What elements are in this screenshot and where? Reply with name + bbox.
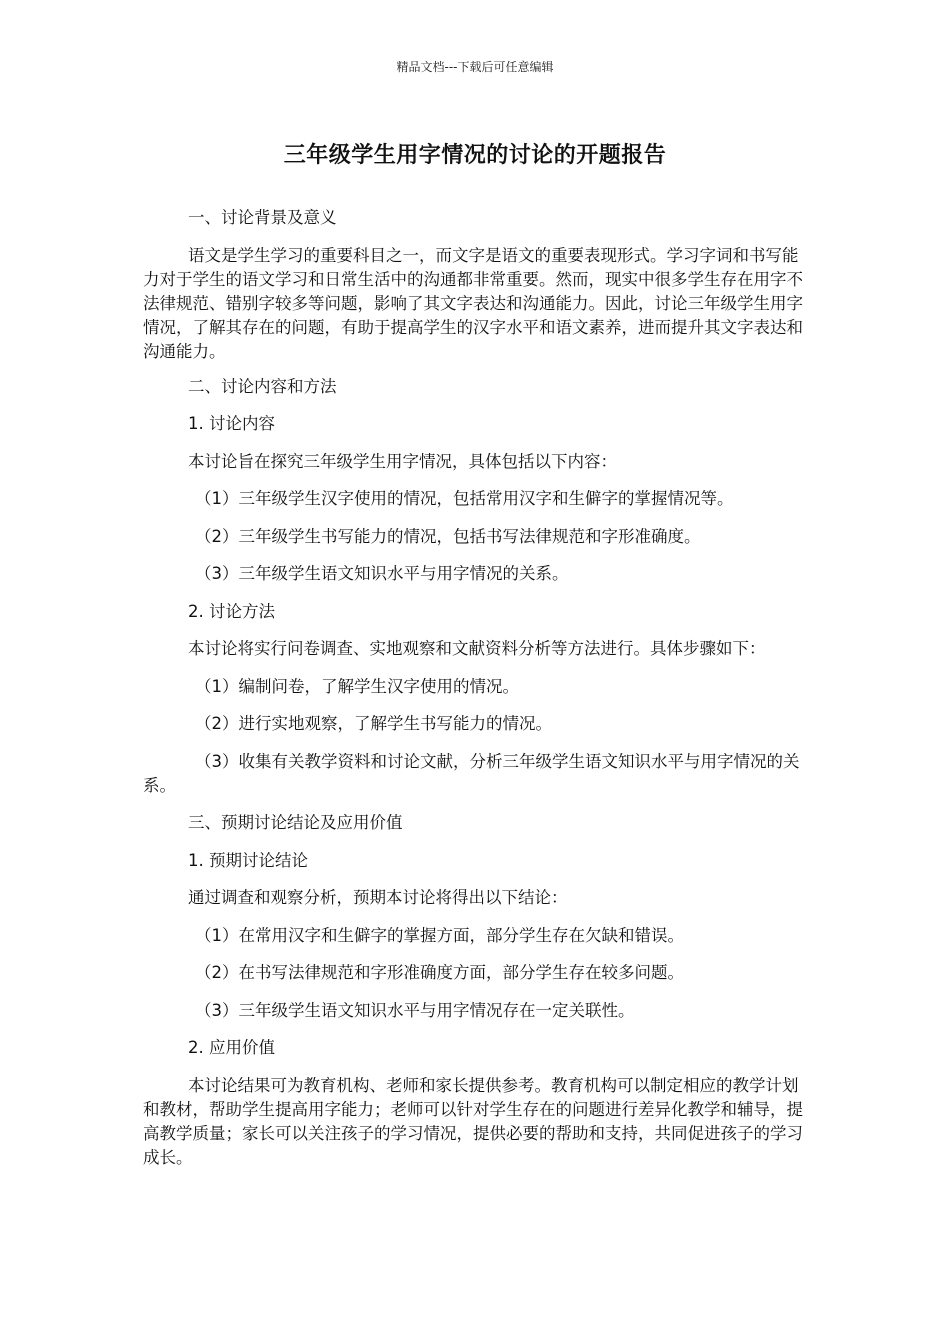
- section-2-heading: 二、讨论内容和方法: [188, 376, 337, 396]
- section-3-heading: 三、预期讨论结论及应用价值: [188, 813, 403, 832]
- document-body: [143, 206, 807, 1181]
- list-item: （1）编制问卷，了解学生汉字使用的情况。: [195, 676, 519, 696]
- section-2-1-intro: 本讨论旨在探究三年级学生用字情况，具体包括以下内容：: [188, 451, 617, 471]
- section-3-1-intro: 通过调查和观察分析，预期本讨论将得出以下结论：: [188, 888, 568, 907]
- section-3-1-heading: 1. 预期讨论结论: [188, 850, 308, 870]
- section-3-2-heading: 2. 应用价值: [188, 1038, 275, 1057]
- list-item: （2）三年级学生书写能力的情况，包括书写法律规范和字形准确度。: [195, 526, 701, 546]
- list-item: （1）三年级学生汉字使用的情况，包括常用汉字和生僻字的掌握情况等。: [195, 489, 734, 508]
- list-item: （3）三年级学生语文知识水平与用字情况的关系。: [195, 564, 569, 583]
- list-item: （3）三年级学生语文知识水平与用字情况存在一定关联性。: [195, 1000, 635, 1020]
- section-1-paragraph: 语文是学生学习的重要科目之一，而文字是语文的重要表现形式。学习字词和书写能力对于学生的语文学习和日常生活中的沟通都非常重要。然而，现实中很多学生存在用字不法律规范、错别字较多等问题，影响了其文字表达和沟通能力。因此，讨论三年级学生用字情况，了解其存在的问题，有助于提高学生的汉字水平和语文素养，进而提升其文字表达和沟通能力。: [143, 245, 803, 361]
- section-2-1-heading: 1. 讨论内容: [188, 414, 275, 433]
- page-header-note: 精品文档---下载后可任意编辑: [396, 60, 554, 74]
- section-3-2-paragraph: 本讨论结果可为教育机构、老师和家长提供参考。教育机构可以制定相应的教学计划和教材，帮助学生提高用字能力；老师可以针对学生存在的问题进行差异化教学和辅导，提高教学质量；家长可以关注孩子的学习情况，提供必要的帮助和支持，共同促进孩子的学习成长。: [143, 1075, 803, 1167]
- section-2-2-intro: 本讨论将实行问卷调查、实地观察和文献资料分析等方法进行。具体步骤如下：: [188, 639, 766, 658]
- list-item: （1）在常用汉字和生僻字的掌握方面，部分学生存在欠缺和错误。: [195, 925, 684, 945]
- document-title: 三年级学生用字情况的讨论的开题报告: [283, 143, 667, 168]
- list-item: （2）进行实地观察，了解学生书写能力的情况。: [195, 714, 552, 733]
- list-item: （2）在书写法律规范和字形准确度方面，部分学生存在较多问题。: [195, 963, 684, 982]
- list-item: （3）收集有关教学资料和讨论文献，分析三年级学生语文知识水平与用字情况的关系。: [143, 751, 800, 795]
- section-2-2-heading: 2. 讨论方法: [188, 601, 275, 621]
- section-1-heading: 一、讨论背景及意义: [188, 208, 337, 227]
